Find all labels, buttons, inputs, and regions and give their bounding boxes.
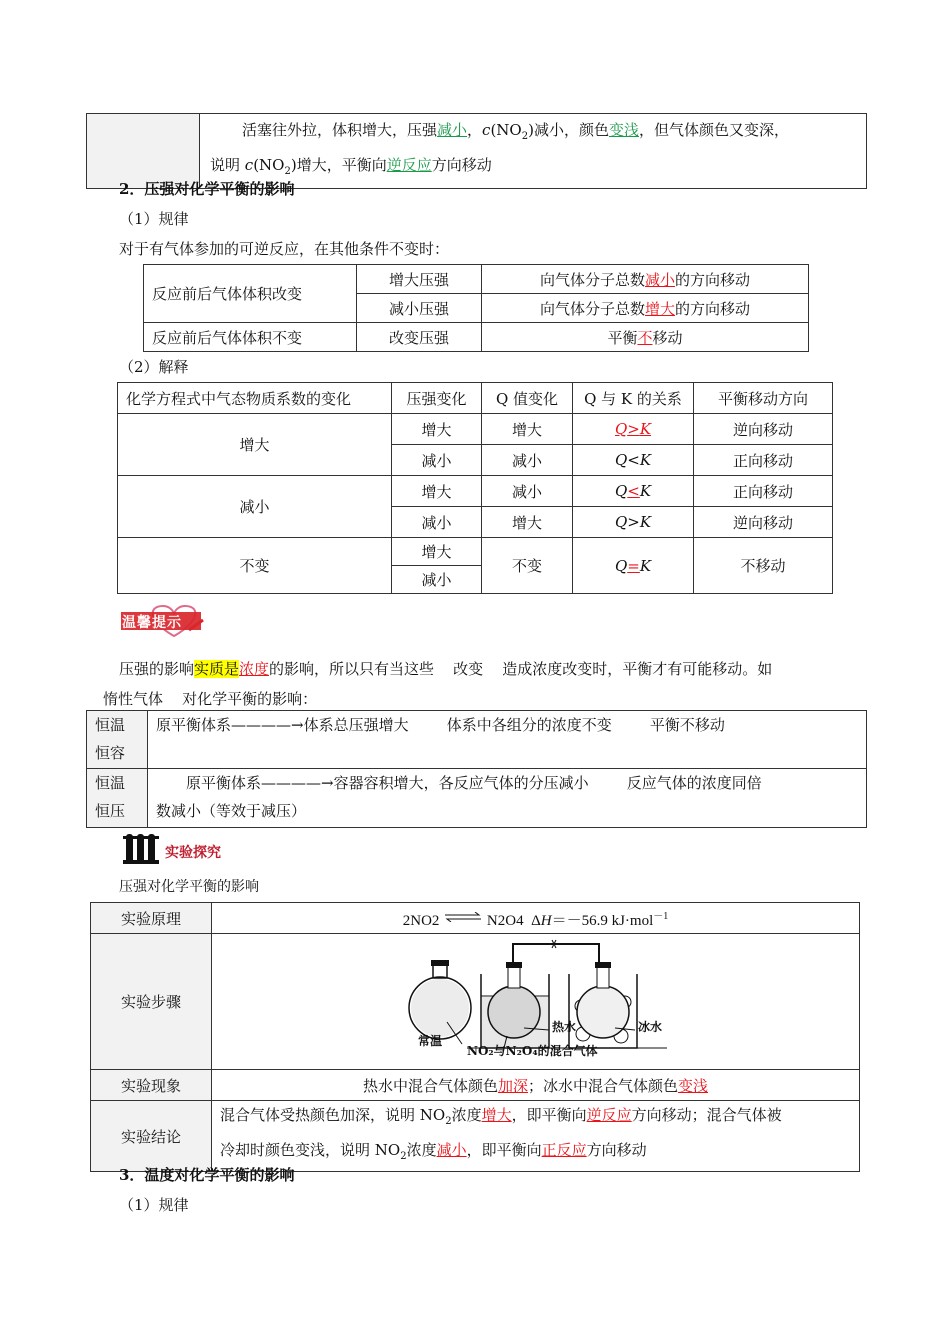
experiment-logo [121,832,241,866]
explain-group-3: 不变 [118,538,392,594]
conclusion-label: 实验结论 [91,1101,212,1172]
inert-row1-text: 原平衡体系————→体系总压强增大 体系中各组分的浓度不变 平衡不移动 [148,711,867,769]
explain-header-2: Q 值变化 [482,383,573,414]
explain-group-2: 减小 [118,476,392,538]
phenomenon-label: 实验现象 [91,1070,212,1101]
section-2-intro: 对于有气体参加的可逆反应，在其他条件不变时： [119,240,450,258]
tip-line-1: 压强的影响实质是浓度的影响，所以只有当这些 改变 造成浓度改变时，平衡才有可能移动。如 [119,660,773,678]
explain-relation: Q<K [573,445,694,476]
pressure-rule-table [143,264,809,352]
section-2-sub2: （2）解释 [119,358,189,376]
experiment-table [90,902,860,1172]
section-3-sub1: （1）规律 [119,1196,189,1214]
explain-cell: 正向移动 [694,445,833,476]
explain-cell: 减小 [482,445,573,476]
explain-relation: Q>K [573,507,694,538]
explain-header-1: 压强变化 [392,383,482,414]
explain-relation: Q=K [573,538,694,594]
rule-row2-result: 平衡不移动 [482,323,809,352]
inert-row2-text: 原平衡体系————→容器容积增大，各反应气体的分压减小 反应气体的浓度同倍 数减小（等效于减压） [148,769,867,828]
explain-group-1: 增大 [118,414,392,476]
principle-label: 实验原理 [91,903,212,934]
explain-cell: 减小 [392,566,482,594]
top-text-cell [200,114,867,189]
fig-label-normal: 常温 [418,1034,443,1048]
experiment-logo-text: 实验探究 [165,845,221,861]
explain-cell: 增大 [392,476,482,507]
equilibrium-arrow-icon [443,910,483,927]
inert-row1-label: 恒温 恒容 [87,711,148,769]
explain-cell: 正向移动 [694,476,833,507]
explain-cell: 增大 [482,414,573,445]
phenomenon-text: 热水中混合气体颜色加深；冰水中混合气体颜色变浅 [212,1070,860,1101]
rule-row2-label: 反应前后气体体积不变 [144,323,357,352]
explain-relation: Q<K [573,476,694,507]
experiment-title: 压强对化学平衡的影响 [119,879,259,895]
explain-header-4: 平衡移动方向 [694,383,833,414]
rule-row1b-op: 减小压强 [357,294,482,323]
rule-row1a-result: 向气体分子总数减小的方向移动 [482,265,809,294]
tip-logo-text: 温馨提示 [122,615,182,631]
tip-logo [119,600,205,640]
top-line-1: 活塞往外拉，体积增大，压强减小，$c(NO_2)$减小，颜色变浅，但气体颜色又变深， [242,121,789,142]
explain-cell: 减小 [392,445,482,476]
section-2-heading: 2．压强对化学平衡的影响 [119,180,295,198]
explain-relation: Q>K [573,414,694,445]
explain-header-3: Q 与 K 的关系 [573,383,694,414]
principle-equation: 2NO2 N2O4 ΔH＝－56.9 kJ·mol$^{-1}$ [212,903,860,934]
fig-label-ice: 冰水 [638,1020,663,1034]
rule-row1-label: 反应前后气体体积改变 [144,265,357,323]
tip-paragraph [103,654,873,714]
explain-cell: 减小 [482,476,573,507]
steps-label: 实验步骤 [91,934,212,1070]
steps-figure-cell [212,934,860,1070]
explain-cell: 减小 [392,507,482,538]
rule-row1a-op: 增大压强 [357,265,482,294]
fig-label-hot: 热水 [552,1020,577,1034]
explain-cell: 不变 [482,538,573,594]
explain-table [117,382,833,594]
rule-row2-op: 改变压强 [357,323,482,352]
tip-line-2: 惰性气体 对化学平衡的影响： [103,690,318,708]
inert-row2-label: 恒温 恒压 [87,769,148,828]
section-3-heading: 3．温度对化学平衡的影响 [119,1166,295,1184]
fig-label-mix: NO₂与N₂O₄的混合气体 [467,1044,598,1058]
conclusion-text: 混合气体受热颜色加深，说明 $NO_2$浓度增大，即平衡向逆反应方向移动；混合气体被 冷却时颜色变浅，说明 $NO_2$浓度减小，即平衡向正反应方向移动 [212,1101,860,1172]
section-2-sub1: （1）规律 [119,210,189,228]
inert-gas-table [86,710,867,828]
explain-cell: 增大 [392,414,482,445]
test-tubes-icon [121,832,161,866]
rule-row1b-result: 向气体分子总数增大的方向移动 [482,294,809,323]
explain-header-0: 化学方程式中气态物质系数的变化 [118,383,392,414]
top-line-2: 说明 $c(NO_2)$增大，平衡向逆反应方向移动 [210,156,492,177]
explain-cell: 逆向移动 [694,414,833,445]
explain-cell: 增大 [482,507,573,538]
explain-cell: 不移动 [694,538,833,594]
explain-cell: 增大 [392,538,482,566]
explain-cell: 逆向移动 [694,507,833,538]
